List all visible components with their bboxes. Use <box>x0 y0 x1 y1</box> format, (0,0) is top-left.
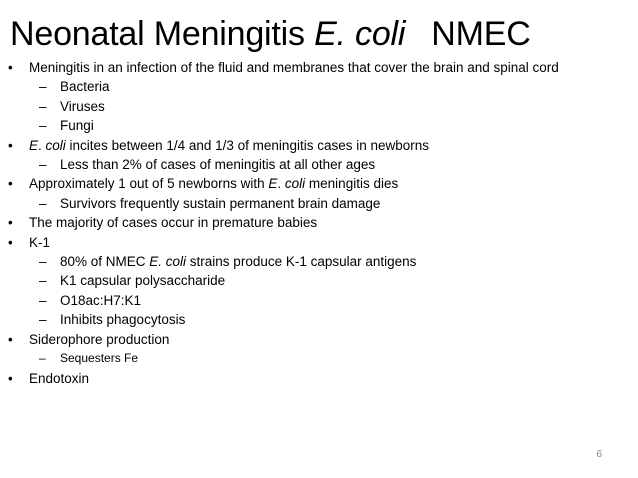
sub-bullet-text: O18ac:H7:K1 <box>60 292 142 308</box>
sub-bullet-text: K1 capsular polysaccharide <box>60 273 226 289</box>
bullet-marker: • <box>8 234 13 250</box>
title-text: Neonatal Meningitis <box>10 15 315 53</box>
bullet-item <box>8 213 630 232</box>
bullet-text: Siderophore production <box>29 331 170 347</box>
sub-bullet-marker: – <box>39 351 46 366</box>
bullet-text: meningitis dies <box>305 176 399 192</box>
bullet-item <box>8 58 630 77</box>
bullet-text: Endotoxin <box>29 370 90 386</box>
sub-bullet-italic-text: E. coli <box>149 254 187 270</box>
sub-bullet-text: Less than 2% of cases of meningitis at all other ages <box>60 157 376 173</box>
bullet-italic-text: coli <box>45 137 66 153</box>
sub-bullet-item <box>8 310 630 329</box>
sub-bullet-text: Inhibits phagocytosis <box>60 312 186 328</box>
sub-bullet-item <box>8 77 630 96</box>
bullet-marker: • <box>8 60 13 75</box>
sub-bullet-item <box>8 271 630 290</box>
sub-bullet-text: Viruses <box>60 98 105 114</box>
bullet-marker: • <box>8 215 13 231</box>
sub-bullet-marker: – <box>39 118 47 134</box>
sub-bullet-marker: – <box>39 292 47 308</box>
sub-bullet-marker: – <box>39 273 47 289</box>
sub-bullet-text: Bacteria <box>60 79 110 95</box>
bullet-text: . coli incites between 1/4 and 1/3 of meningitis cases in newborns <box>38 137 430 153</box>
bullet-text-rest: incites between 1/4 and 1/3 of meningitis cases in newborns <box>65 137 430 153</box>
sub-bullet-text: strains produce K-1 capsular antigens <box>186 254 417 270</box>
bullet-item <box>8 174 630 193</box>
sub-bullet-text: Fungi <box>60 118 94 134</box>
title-italic-text: E. coli <box>314 15 406 53</box>
bullet-item <box>8 233 630 252</box>
bullet-text: Approximately 1 out of 5 newborns with <box>29 176 269 192</box>
sub-bullet-item <box>8 194 630 213</box>
sub-bullet-item <box>8 349 630 368</box>
bullet-item <box>8 369 630 388</box>
sub-bullet-marker: – <box>39 254 47 270</box>
bullet-italic-text: coli <box>284 176 306 192</box>
bullet-text: . <box>277 176 285 192</box>
sub-bullet-text: Sequesters Fe <box>60 351 139 366</box>
sub-bullet-text: 80% of NMEC <box>60 254 150 270</box>
bullet-item <box>8 330 630 349</box>
sub-bullet-marker: – <box>39 98 47 114</box>
bullet-italic-text: E <box>268 176 278 192</box>
bullet-item <box>8 136 630 155</box>
bullet-italic-text: E <box>29 137 39 153</box>
sub-bullet-text: Survivors frequently sustain permanent brain damage <box>60 195 381 211</box>
bullet-marker: • <box>8 137 13 153</box>
sub-bullet-marker: – <box>39 157 47 173</box>
sub-bullet-item <box>8 155 630 174</box>
sub-bullet-item <box>8 97 630 116</box>
bullet-text: Meningitis in an infection of the fluid and membranes that cover the brain and spinal cord <box>29 60 559 75</box>
bullet-marker: • <box>8 176 13 192</box>
bullet-text: The majority of cases occur in premature babies <box>29 215 318 231</box>
bullet-marker: • <box>8 331 13 347</box>
sub-bullet-item <box>8 291 630 310</box>
page-number: 6 <box>596 449 602 460</box>
sub-bullet-marker: – <box>39 312 47 328</box>
bullet-marker: • <box>8 370 13 386</box>
bullet-text: K-1 <box>29 234 51 250</box>
slide-title <box>10 14 531 54</box>
sub-bullet-marker: – <box>39 79 47 95</box>
sub-bullet-item <box>8 116 630 135</box>
sub-bullet-item <box>8 252 630 271</box>
bullet-list <box>8 58 630 388</box>
sub-bullet-marker: – <box>39 195 47 211</box>
title-acronym: NMEC <box>431 15 531 53</box>
